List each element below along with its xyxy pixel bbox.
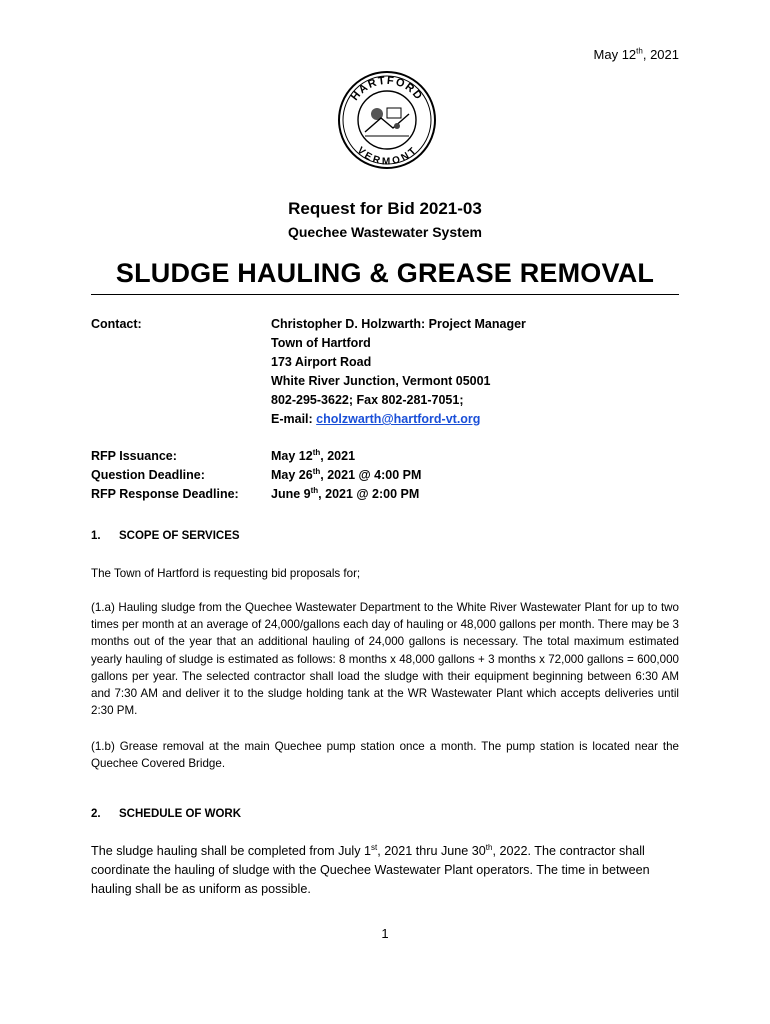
date-sup: th — [636, 46, 643, 56]
date-year: , 2021 — [642, 47, 679, 62]
seal-top-text: HARTFORD — [348, 74, 426, 104]
contact-phone: 802-295-3622; Fax 802-281-7051; — [271, 393, 464, 407]
email-link[interactable]: cholzwarth@hartford-vt.org — [316, 412, 481, 426]
question-date: May 26 — [271, 468, 313, 482]
page-number: 1 — [381, 926, 389, 941]
contact-city: White River Junction, Vermont 05001 — [271, 374, 491, 388]
contact-label: Contact: — [91, 317, 142, 331]
rfp-issuance-label: RFP Issuance: — [91, 449, 177, 463]
question-deadline-label: Question Deadline: — [91, 468, 205, 482]
seal-center-emblem — [365, 108, 409, 136]
contact-email-line — [271, 410, 526, 429]
section-1b-paragraph: (1.b) Grease removal at the main Quechee pump station once a month. The pump station is located near the Quechee Covered Bridge. — [91, 740, 679, 771]
town-seal-logo — [337, 70, 437, 170]
response-date: June 9 — [271, 487, 311, 501]
section-1-heading — [91, 530, 240, 542]
response-sup: th — [310, 485, 319, 495]
document-date — [594, 47, 679, 62]
question-sup: th — [312, 466, 321, 476]
document-main-title: SLUDGE HAULING & GREASE REMOVAL — [115, 258, 655, 288]
issuance-date: May 12 — [271, 449, 313, 463]
rfp-response-value — [271, 485, 421, 504]
schedule-values — [271, 447, 421, 504]
section-2-paragraph — [91, 842, 679, 899]
issuance-sup: th — [312, 447, 321, 457]
section-2-sup-b: th — [485, 842, 493, 852]
contact-block — [271, 315, 526, 429]
rfp-response-label: RFP Response Deadline: — [91, 487, 239, 501]
section-1-number: 1. — [91, 530, 101, 542]
seal-bottom-text: VERMONT — [354, 145, 420, 168]
section-2-number: 2. — [91, 808, 101, 820]
contact-street: 173 Airport Road — [271, 355, 372, 369]
question-deadline-value — [271, 466, 421, 485]
issuance-year: , 2021 — [320, 449, 356, 463]
section-2-text-b: , 2021 thru June 30 — [377, 844, 486, 858]
section-2-sup-a: st — [371, 842, 378, 852]
section-2-text-c: , 2022. The contractor shall coordinate the hauling of sludge with the Quechee Wastewater Plant operators. The time in between hauling shall be as uniform as possible. — [91, 844, 650, 896]
rfp-issuance-value — [271, 447, 421, 466]
date-text: May 12 — [593, 47, 637, 62]
email-label: E-mail: — [271, 412, 317, 426]
schedule-labels — [91, 447, 239, 504]
section-2-text-a: The sludge hauling shall be completed from July 1 — [91, 844, 372, 858]
section-1a-paragraph: (1.a) Hauling sludge from the Quechee Wastewater Department to the White River Wastewater Plant for up to two times per month at an average of 24,000/gallons each day of hauling or 48,000 gallons per month. There may be 3 months out of the year that an additional hauling of 24,000 gallons is necessary. The total maximum estimated yearly hauling of sludge is estimated as follows: 8 months x 48,000 gallons + 3 months x 72,000 gallons = 600,000 gallons per year. The selected contractor shall load the sludge with their equipment beginning between 6:30 AM and 7:30 AM and deliver it to the sludge holding tank at the WR Wastewater Plant which accepts deliveries until 2:30 PM. — [91, 601, 679, 718]
section-2-title: SCHEDULE OF WORK — [119, 808, 242, 820]
section-1-title: SCOPE OF SERVICES — [119, 530, 240, 542]
contact-name: Christopher D. Holzwarth: Project Manager — [271, 317, 526, 331]
section-2-heading — [91, 808, 241, 820]
request-for-bid-title: Request for Bid 2021-03 — [288, 199, 482, 218]
contact-org: Town of Hartford — [271, 336, 371, 350]
question-time: , 2021 @ 4:00 PM — [320, 468, 422, 482]
section-1-intro: The Town of Hartford is requesting bid proposals for; — [91, 567, 361, 580]
title-underline — [91, 294, 679, 295]
system-subtitle: Quechee Wastewater System — [287, 224, 482, 240]
response-time: , 2021 @ 2:00 PM — [318, 487, 420, 501]
